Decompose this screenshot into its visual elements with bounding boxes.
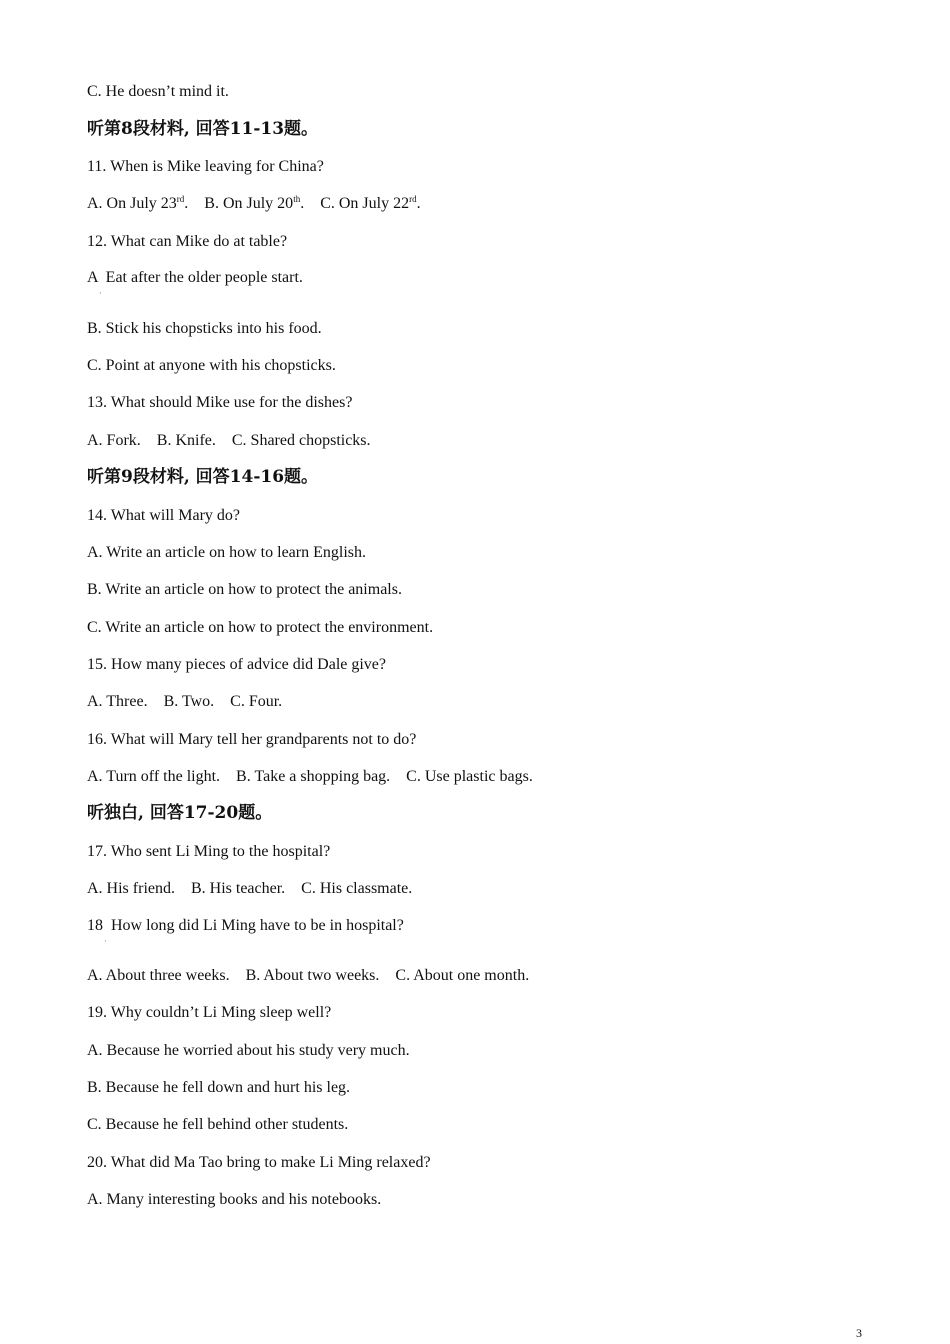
question-20: 20. What did Ma Tao bring to make Li Ming relaxed? [87, 1154, 431, 1171]
option-b-end: . [300, 195, 305, 212]
question-19-option-b: B. Because he fell down and hurt his leg. [87, 1079, 351, 1096]
option-a-suffix: rd [176, 194, 185, 204]
question-12-option-b: B. Stick his chopsticks into his food. [87, 320, 322, 337]
question-14-option-c: C. Write an article on how to protect the environment. [87, 619, 434, 636]
question-19: 19. Why couldn’t Li Ming sleep well? [87, 1004, 332, 1021]
question-19-option-c: C. Because he fell behind other students. [87, 1116, 349, 1133]
section-heading-8: 听第8段材料, 回答11-13题。 [87, 119, 319, 139]
page-number: 3 [856, 1326, 862, 1340]
question-14: 14. What will Mary do? [87, 507, 241, 524]
section-heading-monologue: 听独白, 回答17-20题。 [87, 803, 273, 823]
question-12-option-a: A Eat after the older people start. [87, 269, 303, 286]
question-12-option-c: C. Point at anyone with his chopsticks. [87, 357, 336, 374]
question-11-options [87, 194, 421, 214]
option-c-end: . [416, 195, 421, 212]
option-a-end: . [184, 195, 189, 212]
question-15-options: A. Three. B. Two. C. Four. [87, 693, 283, 710]
question-13-options: A. Fork. B. Knife. C. Shared chopsticks. [87, 432, 371, 449]
option-a: A. On July 23 [87, 195, 177, 212]
question-16: 16. What will Mary tell her grandparents not to do? [87, 731, 417, 748]
question-18: 18 How long did Li Ming have to be in hospital? [87, 917, 404, 934]
question-19-option-a: A. Because he worried about his study very much. [87, 1042, 410, 1059]
question-14-option-b: B. Write an article on how to protect the animals. [87, 581, 402, 598]
question-15: 15. How many pieces of advice did Dale give? [87, 656, 387, 673]
option-b: B. On July 20 [204, 195, 294, 212]
question-17-options: A. His friend. B. His teacher. C. His classmate. [87, 880, 413, 897]
option-b-suffix: th [293, 194, 301, 204]
option-c-suffix: rd [409, 194, 417, 204]
section-heading-9: 听第9段材料, 回答14-16题。 [87, 467, 319, 487]
question-18-options: A. About three weeks. B. About two weeks. C. About one month. [87, 967, 530, 984]
question-14-option-a: A. Write an article on how to learn English. [87, 544, 366, 561]
question-13: 13. What should Mike use for the dishes? [87, 394, 353, 411]
question-11: 11. When is Mike leaving for China? [87, 158, 324, 175]
question-12: 12. What can Mike do at table? [87, 233, 288, 250]
option-c: C. On July 22 [320, 195, 410, 212]
question-20-option-a: A. Many interesting books and his notebooks. [87, 1191, 382, 1208]
question-17: 17. Who sent Li Ming to the hospital? [87, 843, 331, 860]
dot-mark: · [104, 937, 107, 946]
dot-mark: · [99, 289, 102, 298]
option-line: C. He doesn’t mind it. [87, 83, 229, 100]
question-16-options: A. Turn off the light. B. Take a shopping bag. C. Use plastic bags. [87, 768, 533, 785]
